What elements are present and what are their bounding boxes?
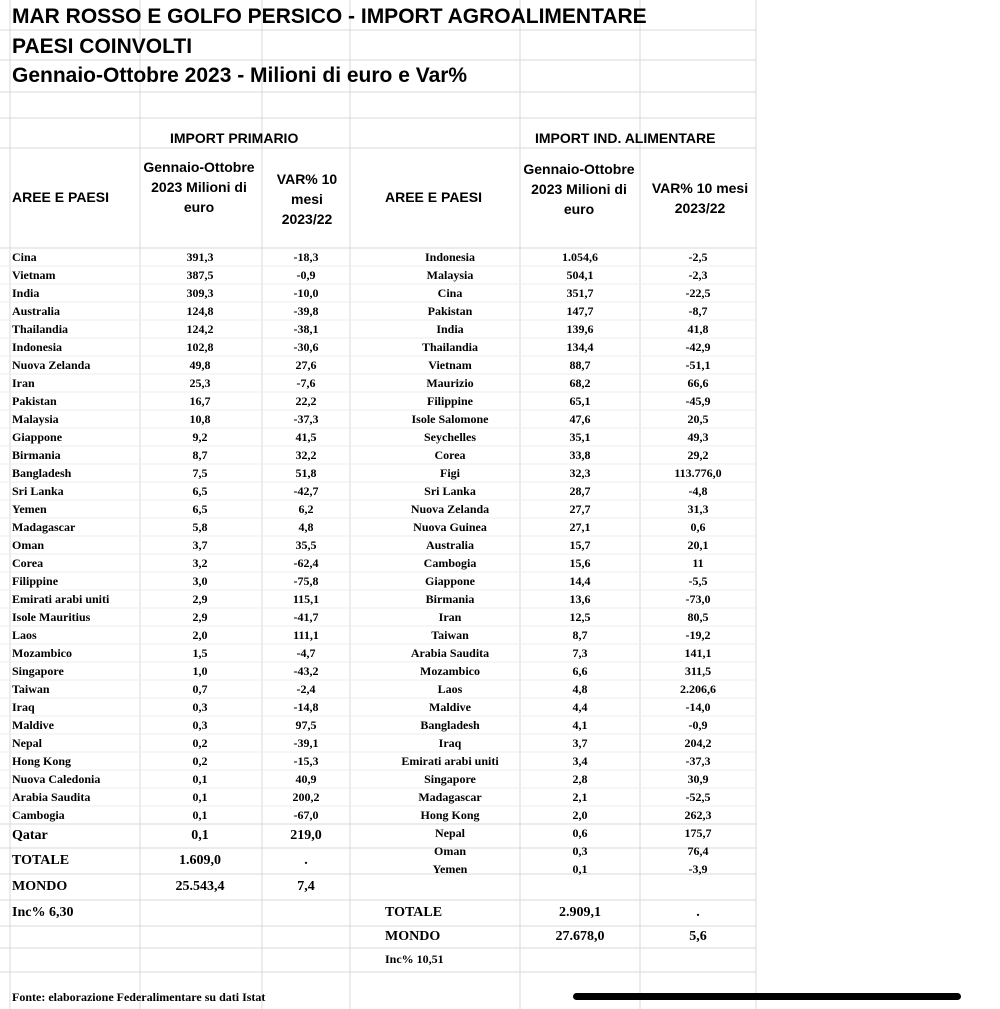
right-row-var: 41,8 [687, 322, 709, 336]
left-row-country: Cina [12, 250, 37, 264]
right-row-country: Pakistan [427, 304, 473, 318]
left-row-value: 6,5 [192, 502, 208, 516]
left-row-var: 35,5 [295, 538, 317, 552]
left-row-value: 7,5 [192, 466, 208, 480]
right-row-country: Iran [438, 610, 462, 624]
right-row-value: 47,6 [569, 412, 591, 426]
right-row-value: 28,7 [569, 484, 591, 498]
right-row-value: 3,7 [572, 736, 588, 750]
right-row-var: -22,5 [685, 286, 711, 300]
right-row-value: 15,6 [569, 556, 591, 570]
section-header-import-primario: IMPORT PRIMARIO [170, 130, 299, 146]
left-col-header-area: AREE E PAESI [12, 189, 109, 205]
right-row-value: 4,1 [572, 718, 588, 732]
left-row-value: 16,7 [189, 394, 211, 408]
right-row-var: 31,3 [687, 502, 709, 516]
right-row-country: Hong Kong [420, 808, 480, 822]
left-row-value: 102,8 [186, 340, 214, 354]
right-row-country: Thailandia [421, 340, 479, 354]
right-col-header-area: AREE E PAESI [385, 189, 482, 205]
left-row-value: 1,0 [192, 664, 208, 678]
right-row-value: 13,6 [569, 592, 591, 606]
right-row-var: 113.776,0 [674, 466, 722, 480]
left-row-var: -7,6 [296, 376, 316, 390]
left-mondo-value: 25.543,4 [175, 879, 225, 894]
right-row-value: 7,3 [572, 646, 588, 660]
left-row-country: India [12, 286, 40, 300]
left-row-var: 200,2 [292, 790, 320, 804]
right-row-var: -2,3 [688, 268, 708, 282]
left-row-var: -4,7 [296, 646, 316, 660]
right-row-var: -19,2 [685, 628, 711, 642]
left-incidenza: Inc% 6,30 [12, 905, 74, 920]
left-row-var: 4,8 [298, 520, 314, 534]
right-row-country: Nepal [435, 826, 465, 840]
left-row-value: 3,2 [192, 556, 208, 570]
right-row-country: Filippine [426, 394, 473, 408]
left-row-country: Corea [12, 556, 44, 570]
right-row-country: Oman [433, 844, 466, 858]
right-row-var: 49,3 [687, 430, 709, 444]
left-row-country: Madagascar [12, 520, 76, 534]
left-row-value: 0,1 [192, 808, 208, 822]
left-row-value: 124,8 [186, 304, 214, 318]
left-row-country: Iraq [12, 700, 35, 714]
left-row-var: -10,0 [293, 286, 319, 300]
left-mondo-var: 7,4 [297, 879, 315, 894]
right-row-country: Cina [437, 286, 463, 300]
right-row-country: Australia [426, 538, 474, 552]
left-row-value: 0,7 [192, 682, 208, 696]
left-row-var: -38,1 [293, 322, 319, 336]
left-row-country: Singapore [12, 664, 64, 678]
right-row-country: Vietnam [428, 358, 472, 372]
right-row-value: 4,4 [572, 700, 588, 714]
right-row-value: 35,1 [569, 430, 591, 444]
left-row-country: Australia [12, 304, 60, 318]
right-row-var: 311,5 [684, 664, 712, 678]
right-row-value: 33,8 [569, 448, 591, 462]
right-incidenza: Inc% 10,51 [385, 952, 444, 966]
left-row-value: 49,8 [189, 358, 211, 372]
left-row-var: 41,5 [295, 430, 317, 444]
right-row-var: 66,6 [687, 376, 709, 390]
right-row-country: Corea [434, 448, 466, 462]
left-row-var: -18,3 [293, 250, 319, 264]
left-row-country: Nuova Caledonia [12, 772, 101, 786]
section-header-import-ind-alimentare: IMPORT IND. ALIMENTARE [535, 130, 716, 146]
right-mondo-label: MONDO [385, 929, 441, 944]
right-row-var: -45,9 [685, 394, 711, 408]
right-row-var: 30,9 [687, 772, 709, 786]
right-row-value: 6,6 [572, 664, 588, 678]
right-row-value: 65,1 [569, 394, 591, 408]
left-row-value: 0,2 [192, 736, 208, 750]
right-row-country: Yemen [432, 862, 468, 876]
right-row-country: Bangladesh [420, 718, 480, 732]
left-row-var: 22,2 [295, 394, 317, 408]
right-row-country: Seychelles [424, 430, 476, 444]
right-row-country: Iraq [438, 736, 462, 750]
right-row-var: 0,6 [690, 520, 706, 534]
sheet-title: MAR ROSSO E GOLFO PERSICO - IMPORT AGROALIMENTARE [12, 5, 647, 28]
left-row-var: 51,8 [295, 466, 317, 480]
right-row-var: -73,0 [685, 592, 711, 606]
left-row-country: Indonesia [12, 340, 63, 354]
left-mondo-label: MONDO [12, 879, 68, 894]
right-row-value: 1.054,6 [562, 250, 598, 264]
left-row-country: Taiwan [12, 682, 50, 696]
right-row-country: India [436, 322, 464, 336]
right-row-country: Nuova Zelanda [410, 502, 490, 516]
left-row-var: -0,9 [296, 268, 316, 282]
right-row-country: Mozambico [420, 664, 480, 678]
right-row-value: 147,7 [566, 304, 594, 318]
left-row-country: Maldive [12, 718, 54, 732]
left-row-value: 124,2 [186, 322, 214, 336]
right-row-var: -4,8 [688, 484, 708, 498]
left-row-value: 2,9 [192, 592, 208, 606]
right-row-country: Giappone [424, 574, 475, 588]
right-row-country: Indonesia [424, 250, 476, 264]
left-row-value: 0,1 [192, 772, 208, 786]
left-row-var: -2,4 [296, 682, 316, 696]
left-row-var: 6,2 [298, 502, 314, 516]
right-row-value: 2,8 [572, 772, 588, 786]
left-row-country: Vietnam [12, 268, 56, 282]
home-indicator-bar [573, 993, 961, 1000]
right-row-value: 32,3 [569, 466, 591, 480]
left-row-value: 25,3 [189, 376, 211, 390]
right-row-var: 20,1 [687, 538, 709, 552]
left-row-value: 8,7 [192, 448, 208, 462]
right-row-value: 0,1 [572, 862, 588, 876]
right-row-country: Malaysia [426, 268, 474, 282]
left-row-country: Malaysia [12, 412, 59, 426]
right-row-var: -8,7 [688, 304, 708, 318]
right-row-country: Figi [440, 466, 460, 480]
right-row-value: 27,1 [569, 520, 591, 534]
left-row-var: -75,8 [293, 574, 319, 588]
right-col-header-value: Gennaio-Ottobre 2023 Milioni di euro [523, 161, 635, 217]
right-row-var: -0,9 [688, 718, 708, 732]
left-row-value: 391,3 [186, 250, 214, 264]
right-row-value: 2,1 [572, 790, 588, 804]
left-row-var: -30,6 [293, 340, 319, 354]
left-row-country: Giappone [12, 430, 63, 444]
right-row-var: 262,3 [684, 808, 712, 822]
left-row-value: 3,0 [192, 574, 208, 588]
right-row-var: -5,5 [688, 574, 708, 588]
right-row-value: 504,1 [566, 268, 594, 282]
left-row-value: 1,5 [192, 646, 208, 660]
left-row-var: 40,9 [295, 772, 317, 786]
left-row-country: Thailandia [12, 322, 69, 336]
left-row-var: 219,0 [290, 828, 322, 843]
left-row-country: Sri Lanka [12, 484, 64, 498]
right-row-var: -3,9 [688, 862, 708, 876]
left-row-country: Nuova Zelanda [12, 358, 91, 372]
right-row-var: 2.206,6 [680, 682, 716, 696]
right-row-value: 351,7 [566, 286, 594, 300]
left-row-value: 9,2 [192, 430, 208, 444]
right-row-value: 0,6 [572, 826, 588, 840]
left-row-value: 0,3 [192, 700, 208, 714]
left-row-country: Iran [12, 376, 35, 390]
left-row-var: -39,1 [293, 736, 319, 750]
right-row-value: 4,8 [572, 682, 588, 696]
left-row-value: 2,9 [192, 610, 208, 624]
right-row-value: 68,2 [569, 376, 591, 390]
left-row-value: 6,5 [192, 484, 208, 498]
right-row-country: Birmania [425, 592, 475, 606]
right-row-country: Emirati arabi uniti [401, 754, 499, 768]
right-row-var: 20,5 [687, 412, 709, 426]
right-row-value: 15,7 [569, 538, 591, 552]
left-row-country: Filippine [12, 574, 59, 588]
left-row-country: Bangladesh [12, 466, 72, 480]
right-row-country: Maldive [429, 700, 471, 714]
left-row-value: 0,1 [192, 790, 208, 804]
left-row-var: 97,5 [295, 718, 317, 732]
right-row-var: 76,4 [687, 844, 709, 858]
left-row-var: 115,1 [292, 592, 320, 606]
right-row-var: 29,2 [687, 448, 709, 462]
right-row-value: 27,7 [569, 502, 591, 516]
left-row-country: Yemen [12, 502, 47, 516]
right-row-value: 14,4 [569, 574, 591, 588]
sheet-subtitle: PAESI COINVOLTI [12, 35, 193, 58]
right-row-value: 12,5 [569, 610, 591, 624]
right-row-var: -37,3 [685, 754, 711, 768]
left-row-country: Qatar [12, 828, 48, 843]
left-row-value: 2,0 [192, 628, 208, 642]
left-row-value: 387,5 [186, 268, 214, 282]
left-row-value: 0,1 [191, 828, 209, 843]
right-row-var: 80,5 [687, 610, 709, 624]
left-row-country: Isole Mauritius [12, 610, 91, 624]
left-row-var: -15,3 [293, 754, 319, 768]
left-col-header-var: VAR% 10 mesi 2023/22 [276, 171, 338, 227]
left-row-var: 111,1 [293, 628, 319, 642]
right-row-country: Madagascar [418, 790, 482, 804]
left-row-var: -14,8 [293, 700, 319, 714]
left-row-var: -41,7 [293, 610, 319, 624]
left-row-var: -43,2 [293, 664, 319, 678]
left-row-country: Birmania [12, 448, 61, 462]
left-row-value: 3,7 [192, 538, 208, 552]
right-row-value: 139,6 [566, 322, 594, 336]
left-row-country: Nepal [12, 736, 42, 750]
right-totale-var: . [696, 905, 700, 920]
right-row-value: 134,4 [566, 340, 594, 354]
right-mondo-var: 5,6 [689, 929, 707, 944]
left-row-country: Pakistan [12, 394, 57, 408]
right-row-country: Sri Lanka [424, 484, 476, 498]
right-row-country: Laos [437, 682, 463, 696]
right-row-country: Taiwan [431, 628, 469, 642]
left-row-value: 5,8 [192, 520, 208, 534]
right-row-value: 8,7 [572, 628, 588, 642]
right-row-country: Maurizio [426, 376, 474, 390]
left-row-country: Hong Kong [12, 754, 72, 768]
right-row-country: Singapore [424, 772, 476, 786]
right-row-var: -52,5 [685, 790, 711, 804]
right-row-country: Nuova Guinea [413, 520, 487, 534]
left-col-header-value: Gennaio-Ottobre 2023 Milioni di euro [143, 159, 255, 215]
left-totale-var: . [304, 853, 308, 868]
right-col-header-var: VAR% 10 mesi 2023/22 [651, 180, 749, 216]
left-row-country: Oman [12, 538, 45, 552]
left-row-var: -39,8 [293, 304, 319, 318]
left-row-value: 309,3 [186, 286, 214, 300]
sheet-period: Gennaio-Ottobre 2023 - Milioni di euro e Var% [12, 64, 468, 87]
right-row-country: Isole Salomone [411, 412, 489, 426]
left-row-var: -62,4 [293, 556, 319, 570]
right-row-value: 88,7 [569, 358, 591, 372]
left-totale-label: TOTALE [12, 853, 70, 868]
right-totale-label: TOTALE [385, 905, 443, 920]
left-row-country: Arabia Saudita [12, 790, 91, 804]
left-row-country: Mozambico [12, 646, 72, 660]
right-row-var: 175,7 [684, 826, 712, 840]
right-row-value: 0,3 [572, 844, 588, 858]
right-row-var: -2,5 [688, 250, 708, 264]
right-mondo-value: 27.678,0 [555, 929, 605, 944]
right-row-var: -51,1 [685, 358, 711, 372]
left-row-value: 10,8 [189, 412, 211, 426]
left-totale-value: 1.609,0 [179, 853, 221, 868]
left-row-var: 27,6 [295, 358, 317, 372]
left-row-country: Emirati arabi uniti [12, 592, 110, 606]
right-row-country: Cambogia [423, 556, 477, 570]
right-totale-value: 2.909,1 [559, 905, 601, 920]
right-row-var: -42,9 [685, 340, 711, 354]
left-row-var: 32,2 [295, 448, 317, 462]
left-row-value: 0,3 [192, 718, 208, 732]
right-row-country: Arabia Saudita [410, 646, 490, 660]
right-row-value: 3,4 [572, 754, 588, 768]
right-row-var: -14,0 [685, 700, 711, 714]
left-row-country: Laos [12, 628, 37, 642]
right-row-value: 2,0 [572, 808, 588, 822]
right-row-var: 204,2 [684, 736, 712, 750]
left-row-country: Cambogia [12, 808, 65, 822]
left-row-var: -37,3 [293, 412, 319, 426]
left-row-var: -67,0 [293, 808, 319, 822]
source-note: Fonte: elaborazione Federalimentare su dati Istat [12, 990, 266, 1004]
right-row-var: 141,1 [684, 646, 712, 660]
right-row-var: 11 [692, 556, 704, 570]
left-row-value: 0,2 [192, 754, 208, 768]
left-row-var: -42,7 [293, 484, 319, 498]
